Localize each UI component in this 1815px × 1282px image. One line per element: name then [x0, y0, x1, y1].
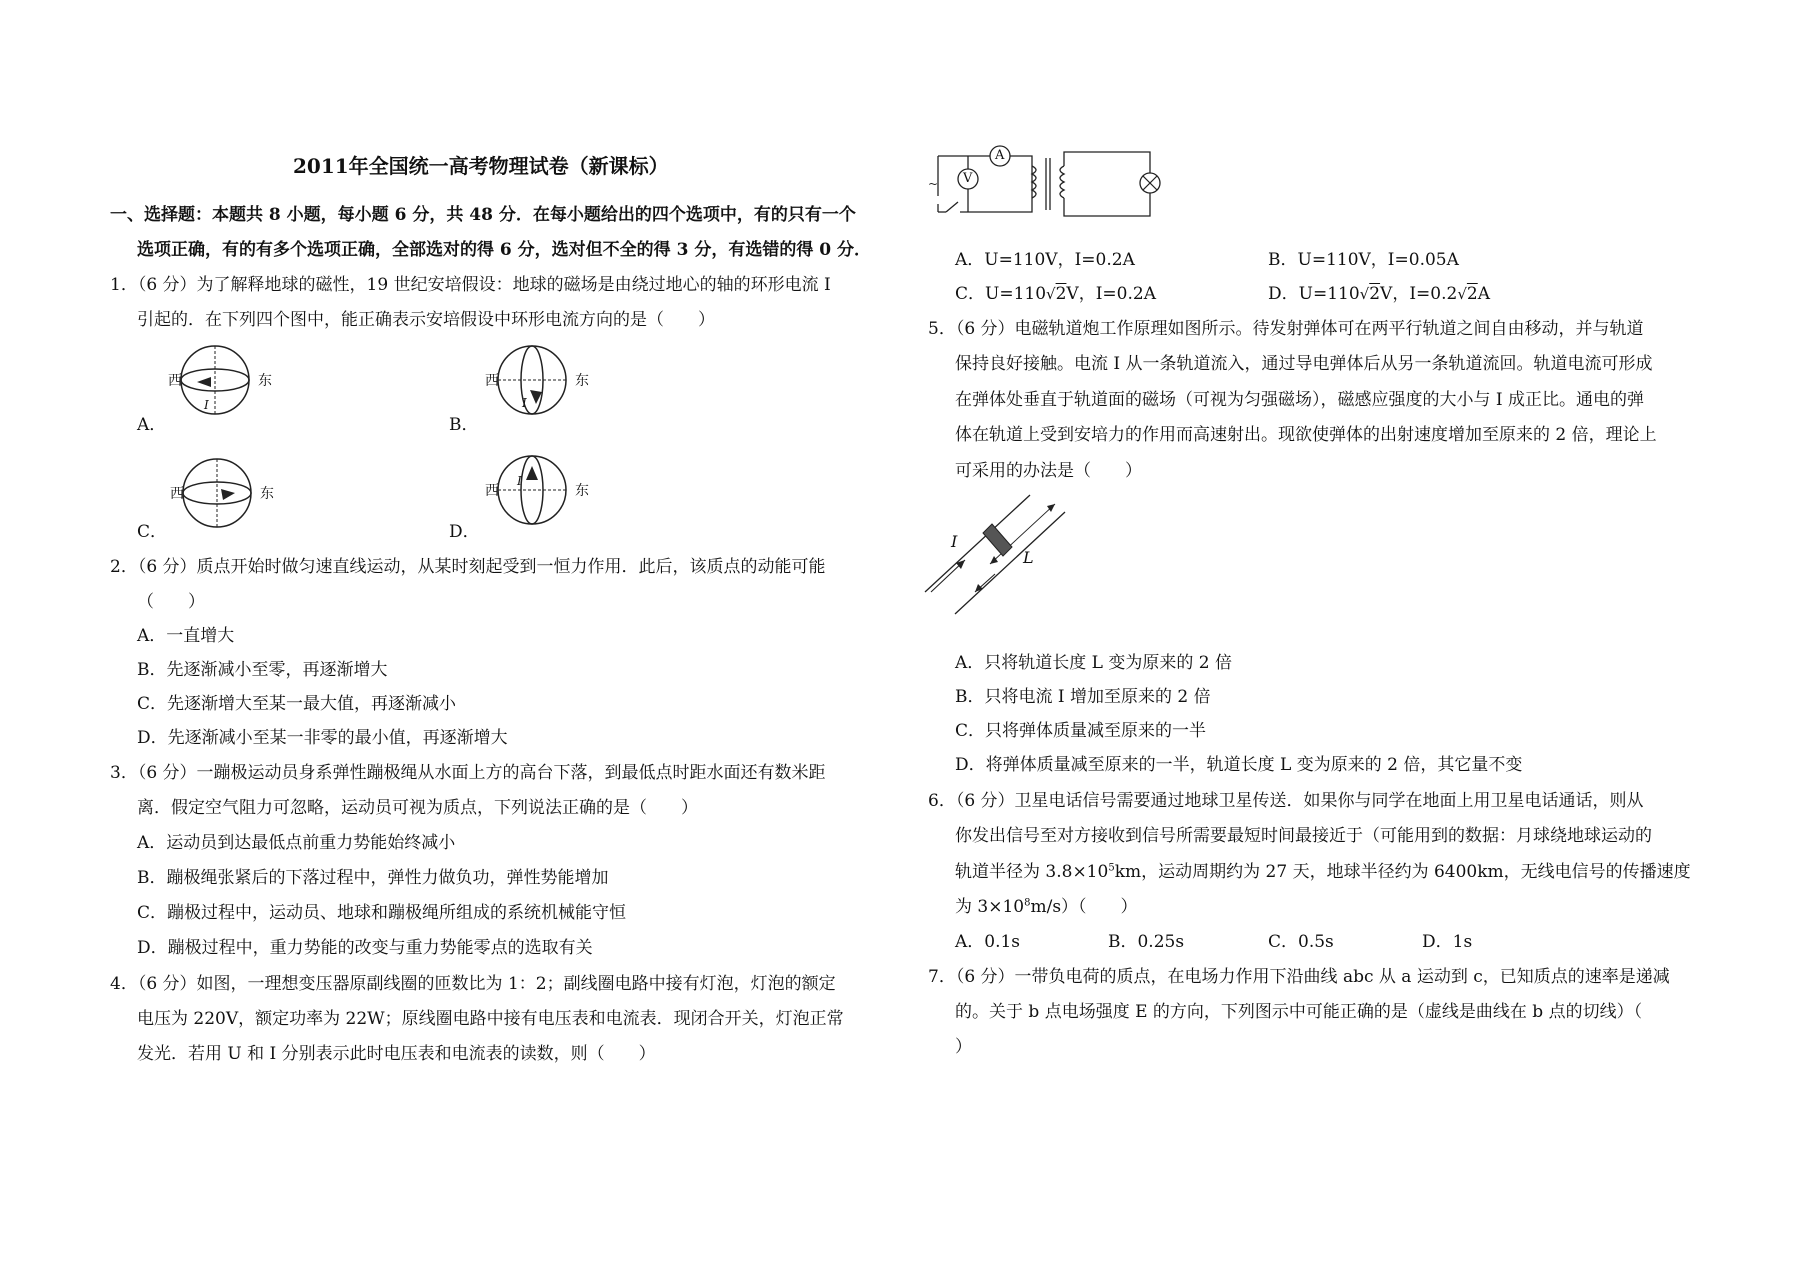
q7-stem-line1: 7．（6 分）一带负电荷的质点，在电场力作用下沿曲线 abc 从 a 运动到 c，已知质点的速率是递减 [928, 967, 1670, 987]
q1-option-c-label: C． [137, 522, 168, 542]
q1-option-a-label: A． [137, 415, 167, 435]
q1-stem-line2: 引起的．在下列四个图中，能正确表示安培假设中环形电流方向的是（ ） [137, 310, 715, 330]
q1-globe-a [175, 340, 255, 420]
q1-c-west-label: 西 [170, 486, 184, 502]
q1-b-current-label: I [522, 396, 527, 410]
q5-railgun-diagram [925, 490, 1075, 620]
q3-stem-line1: 3．（6 分）一蹦极运动员身系弹性蹦极绳从水面上方的高台下落，到最低点时距水面还有数米距 [110, 763, 826, 783]
q1-globe-d [492, 450, 572, 530]
q5-stem-line2: 保持良好接触。电流 I 从一条轨道流入，通过导电弹体后从另一条轨道流回。轨道电流可形成 [955, 354, 1653, 374]
q6-option-b: B．0.25s [1108, 932, 1185, 952]
q2-option-c: C．先逐渐增大至某一最大值，再逐渐减小 [137, 694, 457, 714]
q5-option-c: C．只将弹体质量减至原来的一半 [955, 721, 1207, 741]
q2-stem-line1: 2．（6 分）质点开始时做匀速直线运动，从某时刻起受到一恒力作用．此后，该质点的动能可能 [110, 557, 826, 577]
q1-globe-c [177, 453, 257, 533]
q5-stem-line3: 在弹体处垂直于轨道面的磁场（可视为匀强磁场），磁感应强度的大小与 I 成正比。通电的弹 [955, 390, 1645, 410]
q6-stem-line2: 你发出信号至对方接收到信号所需要最短时间最接近于（可能用到的数据：月球绕地球运动的 [955, 826, 1652, 846]
q1-option-b-label: B． [449, 415, 479, 435]
q1-globe-b [492, 340, 572, 420]
q4-stem-line3: 发光．若用 U 和 I 分别表示此时电压表和电流表的读数，则（ ） [137, 1044, 656, 1064]
q5-length-label: L [1023, 548, 1034, 567]
q2-option-a: A．一直增大 [137, 626, 235, 646]
q1-d-east-label: 东 [575, 483, 589, 499]
q2-stem-line2: （ ） [137, 592, 205, 612]
q5-option-a: A．只将轨道长度 L 变为原来的 2 倍 [955, 653, 1232, 673]
q4-ammeter-label: A [995, 148, 1005, 163]
q6-option-a: A．0.1s [955, 932, 1021, 952]
q6-option-c: C．0.5s [1268, 932, 1334, 952]
q4-voltmeter-label: V [963, 171, 973, 186]
q5-stem-line4: 体在轨道上受到安培力的作用而高速射出。现欲使弹体的出射速度增加至原来的 2 倍，理论上 [955, 425, 1657, 445]
q1-b-east-label: 东 [575, 373, 589, 389]
q3-option-c: C．蹦极过程中，运动员、地球和蹦极绳所组成的系统机械能守恒 [137, 903, 627, 923]
q2-option-d: D．先逐渐减小至某一非零的最小值，再逐渐增大 [137, 728, 508, 748]
q1-d-current-label: I [517, 474, 522, 488]
q6-option-d: D．1s [1422, 932, 1473, 952]
q5-current-label: I [951, 532, 958, 551]
q5-stem-line5: 可采用的办法是（ ） [955, 461, 1142, 481]
page-title: 2011年全国统一高考物理试卷（新课标） [293, 154, 669, 178]
q5-stem-line1: 5．（6 分）电磁轨道炮工作原理如图所示。待发射弹体可在两平行轨道之间自由移动，并与轨道 [928, 319, 1644, 339]
q6-stem-line3: 轨道半径为 $3.8\times 10^5km$，运动周期约为 27 天，地球半径约为 6400km，无线电信号的传播速度 [955, 862, 1691, 882]
q5-option-b: B．只将电流 I 增加至原来的 2 倍 [955, 687, 1211, 707]
svg-text:~: ~ [928, 177, 939, 191]
q3-stem-line2: 离．假定空气阻力可忽略，运动员可视为质点，下列说法正确的是（ ） [137, 798, 698, 818]
q1-d-west-label: 西 [485, 483, 499, 499]
q2-option-b: B．先逐渐减小至零，再逐渐增大 [137, 660, 388, 680]
q3-option-b: B．蹦极绳张紧后的下落过程中，弹性力做负功，弹性势能增加 [137, 868, 609, 888]
q6-stem-line4: 为 $3\times 10^8m/s$）（ ） [955, 897, 1138, 917]
q7-stem-line3: ） [955, 1037, 972, 1057]
q7-stem-line2: 的。关于 b 点电场强度 E 的方向，下列图示中可能正确的是（虚线是曲线在 b 点的切线）（ [955, 1002, 1643, 1022]
q3-option-d: D．蹦极过程中，重力势能的改变与重力势能零点的选取有关 [137, 938, 593, 958]
q1-c-east-label: 东 [260, 486, 274, 502]
section-heading-line2: 选项正确，有的有多个选项正确，全部选对的得 6 分，选对但不全的得 3 分，有选错的得 0 分． [137, 240, 871, 260]
section-heading-line1: 一、选择题：本题共 8 小题，每小题 6 分，共 48 分．在每小题给出的四个选项中，有的只有一个 [110, 205, 856, 225]
q3-option-a: A．运动员到达最低点前重力势能始终减小 [137, 833, 456, 853]
q4-option-b: B．U=110V，I=0.05A [1268, 250, 1459, 270]
q1-a-east-label: 东 [258, 373, 272, 389]
q1-stem-line1: 1．（6 分）为了解释地球的磁性，19 世纪安培假设：地球的磁场是由绕过地心的轴的环形电流 I [110, 275, 831, 295]
q1-a-current-label: I [204, 398, 209, 412]
q1-a-west-label: 西 [168, 373, 182, 389]
q4-stem-line1: 4．（6 分）如图，一理想变压器原副线圈的匝数比为 1：2；副线圈电路中接有灯泡，灯泡的额定 [110, 974, 836, 994]
q4-option-d: D．U=110√2V，I=0.2√2A [1268, 284, 1490, 304]
q6-stem-line1: 6．（6 分）卫星电话信号需要通过地球卫星传送．如果你与同学在地面上用卫星电话通话，则从 [928, 791, 1644, 811]
q1-b-west-label: 西 [485, 373, 499, 389]
q4-option-a: A．U=110V，I=0.2A [955, 250, 1135, 270]
q1-option-d-label: D． [449, 522, 480, 542]
q5-option-d: D．将弹体质量减至原来的一半，轨道长度 L 变为原来的 2 倍，其它量不变 [955, 755, 1523, 775]
q4-option-c: C．U=110√2V，I=0.2A [955, 284, 1156, 304]
q4-stem-line2: 电压为 220V，额定功率为 22W；原线圈电路中接有电压表和电流表．现闭合开关，灯泡正常 [137, 1009, 844, 1029]
